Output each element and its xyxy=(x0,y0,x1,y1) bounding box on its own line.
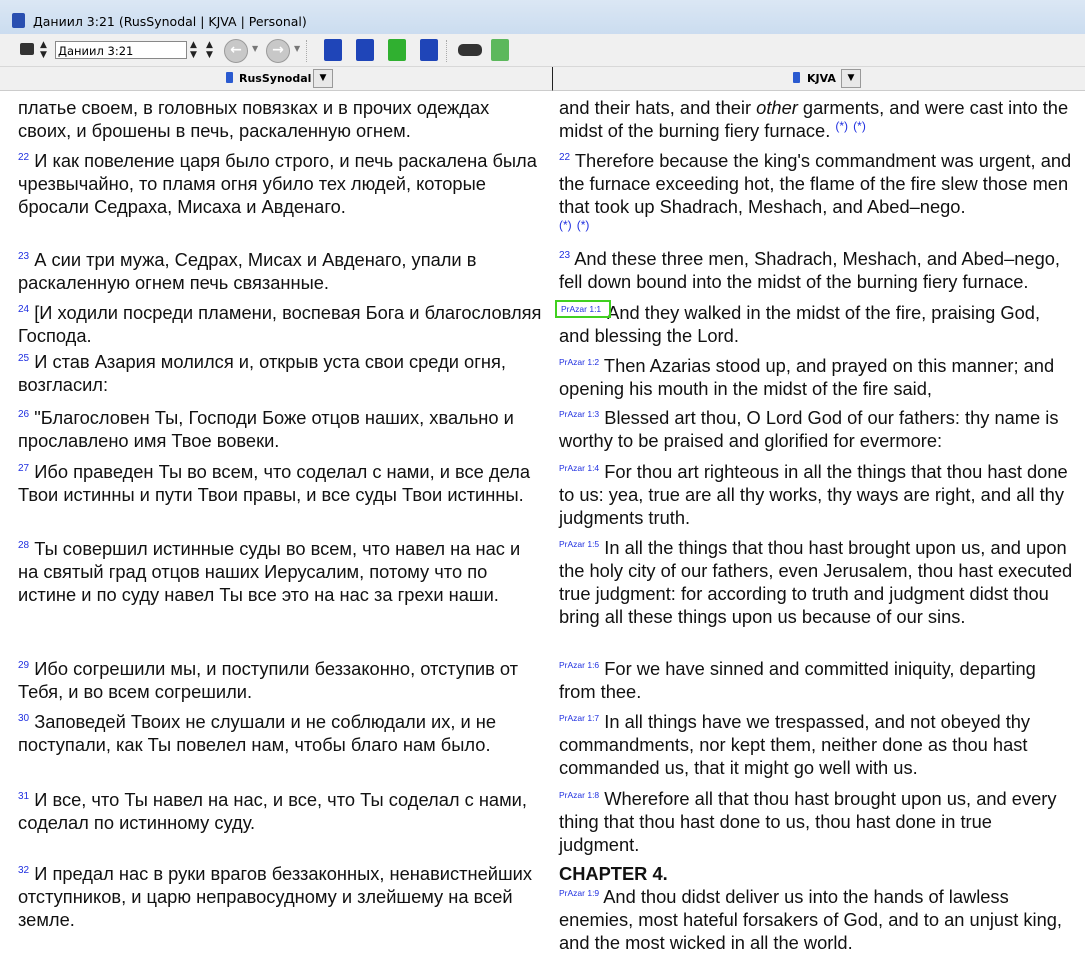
verse-number[interactable]: 23 xyxy=(559,249,571,261)
verse: $^{29}$ Ибо согрешили мы, и поступили беззаконно, отступив от Тебя, и во всем согрешили. xyxy=(18,658,519,702)
verse: $^{PrAzar 1:3}$ Blessed art thou, O Lord God of our fathers: thy name is worthy to be praised and glorified for evermore: xyxy=(559,407,1059,451)
chevron-down-icon[interactable]: ▼ xyxy=(294,44,301,53)
verse-reference[interactable]: PrAzar 1:2 xyxy=(559,356,600,367)
verse-number[interactable]: 27 xyxy=(18,462,30,474)
verse: $^{PrAzar 1:9}$ And thou didst deliver us into the hands of lawless enemies, most hateful forsakers of God, and to an unjust king, and the most wicked in all the world. xyxy=(559,886,1063,953)
verse-number[interactable]: 29 xyxy=(18,659,30,671)
verse-reference[interactable]: PrAzar 1:7 xyxy=(559,712,600,723)
bible-icon[interactable] xyxy=(324,39,342,61)
binoculars-icon[interactable] xyxy=(458,44,482,56)
verse-number[interactable]: 30 xyxy=(18,712,30,724)
verse-number[interactable]: 31 xyxy=(18,790,30,802)
verse-reference[interactable]: PrAzar 1:3 xyxy=(559,408,600,419)
verse: $^{24}$ [И ходили посреди пламени, воспевая Бога и благословляя Господа. xyxy=(18,302,542,346)
verse-number[interactable]: 28 xyxy=(18,539,30,551)
verse-number[interactable]: 22 xyxy=(559,151,571,163)
commentary-icon[interactable] xyxy=(388,39,406,61)
verse-reference[interactable]: PrAzar 1:4 xyxy=(559,462,600,473)
module-dropdown[interactable]: ▼ xyxy=(841,69,861,88)
verse: $^{27}$ Ибо праведен Ты во всем, что соделал с нами, и все дела Твои истинны и пути Твои правы, и все суды Твои истинны. xyxy=(18,461,530,505)
clear-icon[interactable] xyxy=(20,43,34,55)
add-bible-icon[interactable] xyxy=(420,39,438,61)
toolbar xyxy=(0,34,1085,67)
verse: $^{PrAzar 1:1}$ And they walked in the midst of the fire, praising God, and blessing the Lord. xyxy=(559,302,1041,346)
module-name: KJVA xyxy=(807,72,836,85)
verse-reference-selected[interactable]: PrAzar 1:1 xyxy=(559,304,607,314)
verse-number[interactable]: 22 xyxy=(18,151,30,163)
app-icon xyxy=(12,13,25,28)
footnote-link[interactable]: (*) xyxy=(576,217,590,232)
verse-number[interactable]: 26 xyxy=(18,408,30,420)
verse-number[interactable]: 24 xyxy=(18,303,30,315)
column-header-right xyxy=(553,67,1085,91)
verse: $^{PrAzar 1:7}$ In all things have we trespassed, and not obeyed thy commandments, nor kept them, neither done as thou hast commanded us, that it might go well with us. xyxy=(559,711,1031,778)
chevron-down-icon[interactable]: ▼ xyxy=(252,44,259,53)
verse: $^{28}$ Ты совершил истинные суды во всем, что навел на нас и на святый град отцов наших Иерусалим, потому что по истине и по суду навел Ты все это на нас за грехи наши. xyxy=(18,538,521,605)
spin-icon[interactable]: ▲ ▼ xyxy=(190,40,197,60)
column-header-left xyxy=(0,67,553,91)
verse-reference[interactable]: PrAzar 1:8 xyxy=(559,789,600,800)
separator xyxy=(446,40,448,62)
verse-number[interactable]: 32 xyxy=(18,864,30,876)
verse: $^{22}$ И как повеление царя было строго, и печь раскалена была чрезвычайно, то пламя огня убило тех людей, которые бросали Седраха, Мисаха и Авденаго. xyxy=(18,150,537,217)
verse: $^{PrAzar 1:5}$ In all the things that thou hast brought upon us, and upon the holy city of our fathers, even Jerusalem, thou hast executed true judgment: for according to truth and judgment didst thou bring all these things upon us because of our sins. xyxy=(559,537,1073,627)
footnote-link[interactable]: (*) xyxy=(835,118,849,133)
verse: $^{32}$ И предал нас в руки врагов беззаконных, ненавистнейших отступников, и царю неправосудному и злейшему на всей земле. xyxy=(18,863,532,930)
verse-reference[interactable]: PrAzar 1:6 xyxy=(559,659,600,670)
verse: $^{PrAzar 1:2}$ Then Azarias stood up, and prayed on this manner; and opening his mouth in the midst of the fire said, xyxy=(559,355,1055,399)
verse: $^{31}$ И все, что Ты навел на нас, и все, что Ты соделал с нами, соделал по истинному суду. xyxy=(18,789,527,833)
verse: $^{PrAzar 1:8}$ Wherefore all that thou hast brought upon us, and every thing that thou hast done to us, thou hast done in true judgment. xyxy=(559,788,1057,855)
chapter-heading: CHAPTER 4. xyxy=(559,863,668,884)
verse-number[interactable]: 25 xyxy=(18,352,30,364)
spin-icon[interactable]: ▲ ▼ xyxy=(40,40,47,60)
verse: $^{PrAzar 1:6}$ For we have sinned and committed iniquity, departing from thee. xyxy=(559,658,1036,702)
separator xyxy=(306,40,308,62)
verse: $^{30}$ Заповедей Твоих не слушали и не соблюдали их, и не поступали, как Ты повелел нам, чтобы благо нам было. xyxy=(18,711,497,755)
verse: and their hats, and their other garments, and were cast into the midst of the burning fiery furnace. (*) (*) xyxy=(559,97,1069,141)
forward-icon[interactable]: → xyxy=(266,39,290,63)
footnote-link[interactable]: (*) xyxy=(853,118,866,133)
verse-reference[interactable]: PrAzar 1:9 xyxy=(559,887,600,898)
window-title: Даниил 3:21 (RusSynodal | KJVA | Personal) xyxy=(33,14,307,29)
verse: $^{25}$ И став Азария молился и, открыв уста свои среди огня, возгласил: xyxy=(18,351,506,395)
verse-number[interactable]: 23 xyxy=(18,250,30,262)
verse: $^{23}$ А сии три мужа, Седрах, Мисах и Авденаго, упали в раскаленную огнем печь связанные. xyxy=(18,249,477,293)
verse: $^{PrAzar 1:4}$ For thou art righteous in all the things that thou hast done to us: yea, true are all thy works, thy ways are right, and all thy judgments truth. xyxy=(559,461,1068,528)
verse-reference[interactable]: PrAzar 1:5 xyxy=(559,538,600,549)
back-icon[interactable]: ← xyxy=(224,39,248,63)
verse: $^{23}$ And these three men, Shadrach, Meshach, and Abed–nego, fell down bound into the midst of the burning fiery furnace. xyxy=(559,248,1061,292)
module-dropdown[interactable]: ▼ xyxy=(313,69,333,88)
verse: $^{26}$ "Благословен Ты, Господи Боже отцов наших, хвально и прославлено имя Твое вовеки. xyxy=(18,407,514,451)
right-column xyxy=(553,91,1085,957)
module-name: RusSynodal xyxy=(239,72,312,85)
search-document-icon[interactable] xyxy=(491,39,509,61)
book-icon xyxy=(226,72,233,83)
reference-input[interactable]: Даниил 3:21 xyxy=(55,41,187,59)
spin-icon[interactable]: ▲ ▼ xyxy=(206,40,213,60)
left-column xyxy=(0,91,552,957)
bible-icon[interactable] xyxy=(356,39,374,61)
footnote-link[interactable]: (*) xyxy=(559,217,572,232)
verse: $^{22}$ Therefore because the king's commandment was urgent, and the furnace exceeding hot, the flame of the fire slew those men that took up Shadrach, Meshach, and Abed–nego. (*) (*) xyxy=(559,150,1072,232)
book-icon xyxy=(793,72,800,83)
verse: платье своем, в головных повязках и в прочих одеждах своих, и брошены в печь, раскаленную огнем. xyxy=(18,97,490,141)
